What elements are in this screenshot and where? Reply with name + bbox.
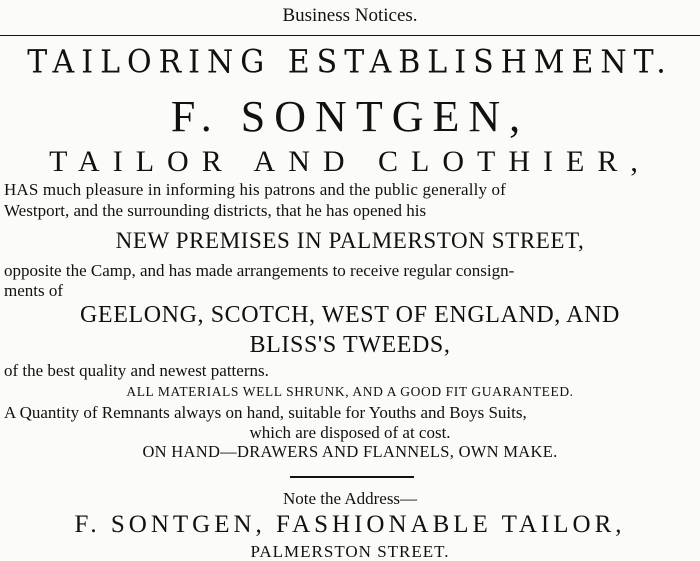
remnants-line-1: A Quantity of Remnants always on hand, suitable for Youths and Boys Suits, xyxy=(4,403,527,422)
intro-line-2: Westport, and the surrounding districts, that he has opened his xyxy=(4,201,427,220)
ad-headline: TAILORING ESTABLISHMENT. xyxy=(27,44,673,81)
quality-line: of the best quality and newest patterns. xyxy=(4,361,269,380)
remnants-line-2: which are disposed of at cost. xyxy=(249,423,451,442)
tweeds-line-1: GEELONG, SCOTCH, WEST OF ENGLAND, AND xyxy=(80,302,620,328)
tweeds-line-2: BLISS'S TWEEDS, xyxy=(249,332,451,358)
arrangement-line-2: ments of xyxy=(4,281,64,300)
trade-title: TAILOR AND CLOTHIER, xyxy=(49,145,651,178)
address-name: F. SONTGEN, FASHIONABLE TAILOR, xyxy=(74,511,626,538)
address-street: PALMERSTON STREET. xyxy=(250,542,450,561)
guarantee-line: ALL MATERIALS WELL SHRUNK, AND A GOOD FIT GUARANTEED. xyxy=(126,384,574,399)
section-heading: Business Notices. xyxy=(282,5,418,26)
intro-line-1: HAS much pleasure in informing his patrons and the public generally of xyxy=(4,180,506,199)
proprietor-name: F. SONTGEN, xyxy=(170,92,530,141)
address-divider xyxy=(290,476,414,478)
address-note: Note the Address— xyxy=(282,489,418,508)
arrangement-line-1: opposite the Camp, and has made arrangements to receive regular consign- xyxy=(4,261,515,280)
on-hand-line: ON HAND—DRAWERS AND FLANNELS, OWN MAKE. xyxy=(142,442,558,461)
new-premises: NEW PREMISES IN PALMERSTON STREET, xyxy=(115,228,585,253)
section-divider xyxy=(0,35,700,36)
